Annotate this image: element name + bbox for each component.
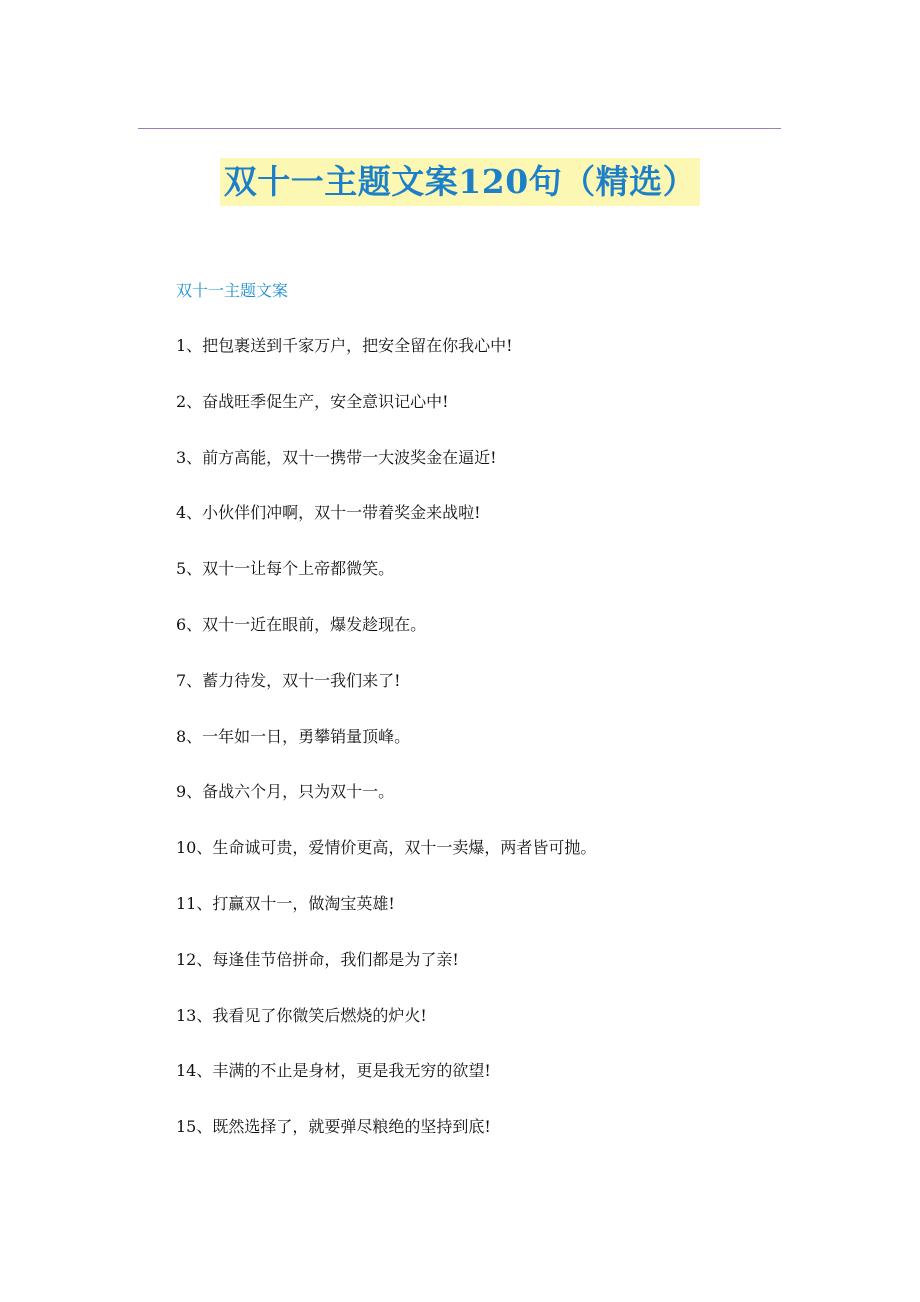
list-item: 9、备战六个月，只为双十一。 <box>176 782 395 802</box>
list-item: 2、奋战旺季促生产，安全意识记心中! <box>176 391 449 411</box>
list-item: 5、双十一让每个上帝都微笑。 <box>176 559 395 579</box>
list-item: 3、前方高能，双十一携带一大波奖金在逼近! <box>176 447 497 467</box>
list-item: 6、双十一近在眼前，爆发趁现在。 <box>176 614 427 634</box>
list-item: 11、打赢双十一，做淘宝英雄! <box>176 893 395 913</box>
list-item: 8、一年如一日，勇攀销量顶峰。 <box>176 726 411 746</box>
list-item: 14、丰满的不止是身材，更是我无穷的欲望! <box>176 1061 491 1081</box>
document-title: 双十一主题文案120句（精选） <box>220 158 700 206</box>
section-heading: 双十一主题文案 <box>176 281 289 300</box>
header-rule <box>138 128 781 129</box>
title-container <box>0 158 920 206</box>
list-item: 10、生命诚可贵，爱情价更高，双十一卖爆，两者皆可抛。 <box>176 838 597 858</box>
list-item: 7、蓄力待发，双十一我们来了! <box>176 670 401 690</box>
list-item: 13、我看见了你微笑后燃烧的炉火! <box>176 1005 427 1025</box>
slogan-list <box>176 333 596 1170</box>
list-item: 12、每逢佳节倍拼命，我们都是为了亲! <box>176 949 459 969</box>
list-item: 1、把包裹送到千家万户，把安全留在你我心中! <box>176 336 513 355</box>
list-item: 15、既然选择了，就要弹尽粮绝的坚持到底! <box>176 1117 491 1137</box>
list-item: 4、小伙伴们冲啊，双十一带着奖金来战啦! <box>176 503 481 523</box>
